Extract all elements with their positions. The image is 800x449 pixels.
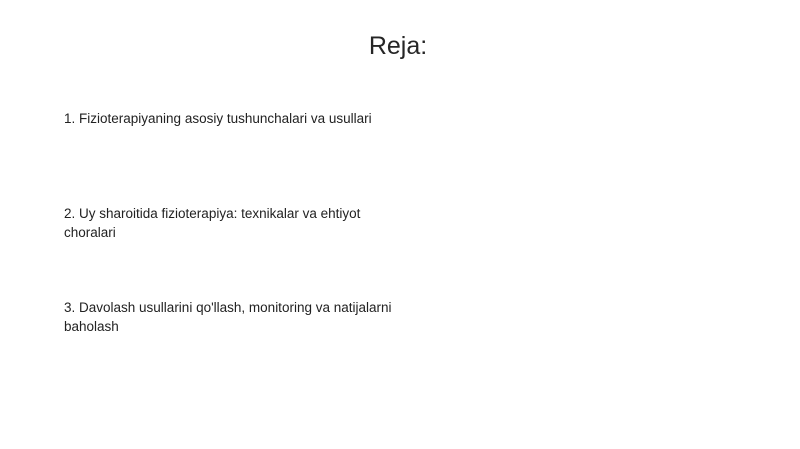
list-item: 2. Uy sharoitida fizioterapiya: texnikalar va ehtiyot choralari: [64, 206, 361, 240]
list-item: 1. Fizioterapiyaning asosiy tushunchalari va usullari: [64, 111, 372, 126]
slide-title: Reja:: [368, 32, 428, 60]
list-item: 3. Davolash usullarini qo'llash, monitoring va natijalarni baholash: [64, 300, 392, 334]
